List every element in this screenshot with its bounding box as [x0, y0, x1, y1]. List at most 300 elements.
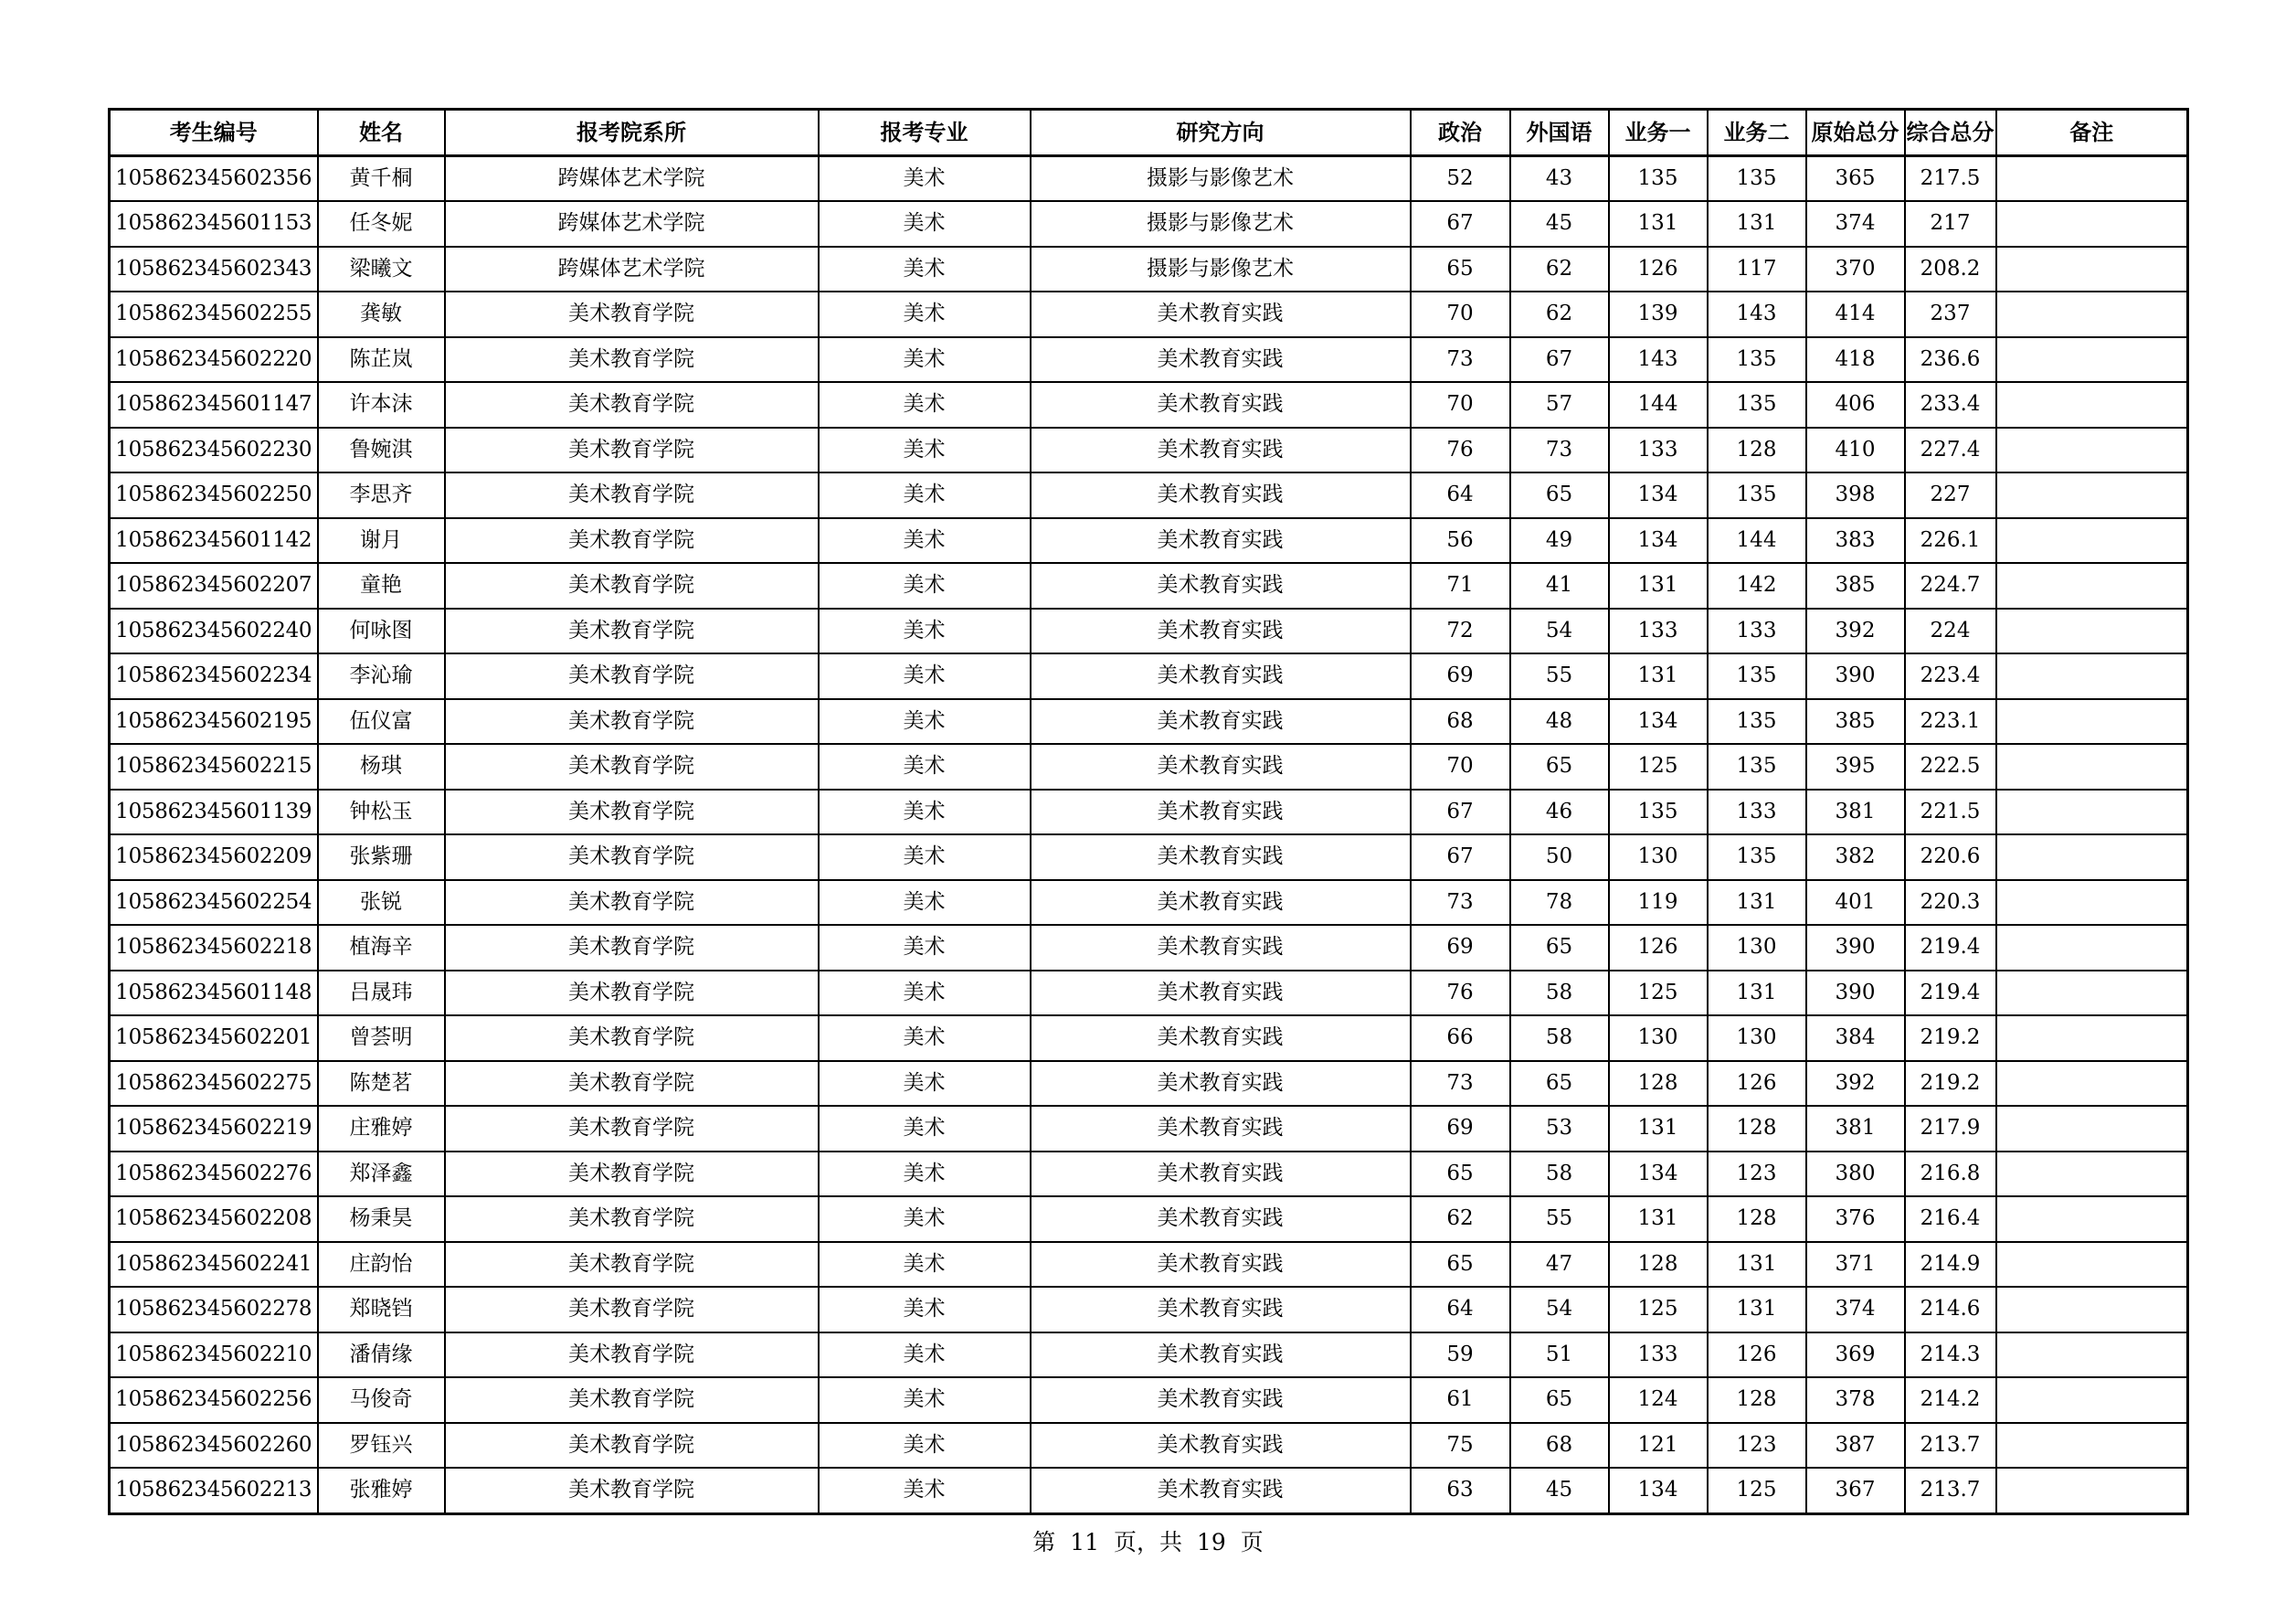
politics-score-cell: 67: [1411, 790, 1510, 835]
header-composite-total: 综合总分: [1905, 110, 1996, 156]
politics-score-cell: 66: [1411, 1015, 1510, 1061]
table-row: [110, 1106, 2188, 1152]
candidate-id-cell: 105862345601142: [110, 518, 318, 564]
subject-two-score-cell: 143: [1708, 292, 1806, 337]
subject-one-score-cell: 119: [1609, 880, 1708, 926]
research-direction-cell: 美术教育实践: [1031, 518, 1411, 564]
subject-two-score-cell: 125: [1708, 1468, 1806, 1513]
foreign-language-score-cell: 65: [1510, 1061, 1609, 1107]
politics-score-cell: 76: [1411, 971, 1510, 1016]
table-row: [110, 834, 2188, 880]
candidate-id-cell: 105862345602256: [110, 1377, 318, 1423]
composite-total-cell: 208.2: [1905, 247, 1996, 292]
research-direction-cell: 美术教育实践: [1031, 699, 1411, 745]
research-direction-cell: 美术教育实践: [1031, 1061, 1411, 1107]
header-name: 姓名: [318, 110, 445, 156]
remarks-cell: [1996, 1287, 2188, 1332]
politics-score-cell: 62: [1411, 1196, 1510, 1242]
header-foreign-language: 外国语: [1510, 110, 1609, 156]
raw-total-cell: 387: [1806, 1423, 1905, 1469]
politics-score-cell: 61: [1411, 1377, 1510, 1423]
foreign-language-score-cell: 58: [1510, 1015, 1609, 1061]
subject-two-score-cell: 135: [1708, 337, 1806, 383]
foreign-language-score-cell: 57: [1510, 382, 1609, 428]
composite-total-cell: 213.7: [1905, 1468, 1996, 1513]
raw-total-cell: 384: [1806, 1015, 1905, 1061]
raw-total-cell: 406: [1806, 382, 1905, 428]
subject-one-score-cell: 128: [1609, 1242, 1708, 1288]
composite-total-cell: 223.4: [1905, 653, 1996, 699]
politics-score-cell: 70: [1411, 382, 1510, 428]
name-cell: 黄千桐: [318, 155, 445, 201]
raw-total-cell: 383: [1806, 518, 1905, 564]
politics-score-cell: 65: [1411, 1152, 1510, 1197]
foreign-language-score-cell: 50: [1510, 834, 1609, 880]
subject-two-score-cell: 131: [1708, 201, 1806, 247]
candidate-id-cell: 105862345602275: [110, 1061, 318, 1107]
composite-total-cell: 222.5: [1905, 744, 1996, 790]
candidate-id-cell: 105862345602215: [110, 744, 318, 790]
raw-total-cell: 390: [1806, 925, 1905, 971]
foreign-language-score-cell: 54: [1510, 1287, 1609, 1332]
raw-total-cell: 401: [1806, 880, 1905, 926]
composite-total-cell: 214.9: [1905, 1242, 1996, 1288]
department-cell: 美术教育学院: [445, 1106, 819, 1152]
composite-total-cell: 227.4: [1905, 428, 1996, 473]
subject-two-score-cell: 133: [1708, 790, 1806, 835]
subject-one-score-cell: 125: [1609, 971, 1708, 1016]
major-cell: 美术: [819, 834, 1031, 880]
foreign-language-score-cell: 47: [1510, 1242, 1609, 1288]
raw-total-cell: 385: [1806, 563, 1905, 609]
foreign-language-score-cell: 67: [1510, 337, 1609, 383]
candidate-id-cell: 105862345602208: [110, 1196, 318, 1242]
subject-one-score-cell: 131: [1609, 1196, 1708, 1242]
major-cell: 美术: [819, 563, 1031, 609]
table-row: [110, 880, 2188, 926]
candidate-id-cell: 105862345602250: [110, 472, 318, 518]
table-row: [110, 428, 2188, 473]
subject-two-score-cell: 128: [1708, 1196, 1806, 1242]
candidate-id-cell: 105862345602254: [110, 880, 318, 926]
subject-one-score-cell: 130: [1609, 1015, 1708, 1061]
candidate-id-cell: 105862345602278: [110, 1287, 318, 1332]
foreign-language-score-cell: 41: [1510, 563, 1609, 609]
name-cell: 鲁婉淇: [318, 428, 445, 473]
name-cell: 伍仪富: [318, 699, 445, 745]
department-cell: 美术教育学院: [445, 880, 819, 926]
foreign-language-score-cell: 46: [1510, 790, 1609, 835]
subject-two-score-cell: 135: [1708, 653, 1806, 699]
department-cell: 美术教育学院: [445, 472, 819, 518]
politics-score-cell: 70: [1411, 292, 1510, 337]
foreign-language-score-cell: 65: [1510, 925, 1609, 971]
research-direction-cell: 美术教育实践: [1031, 744, 1411, 790]
remarks-cell: [1996, 201, 2188, 247]
name-cell: 庄韵怡: [318, 1242, 445, 1288]
candidate-id-cell: 105862345602255: [110, 292, 318, 337]
department-cell: 跨媒体艺术学院: [445, 155, 819, 201]
politics-score-cell: 75: [1411, 1423, 1510, 1469]
name-cell: 钟松玉: [318, 790, 445, 835]
subject-two-score-cell: 128: [1708, 1106, 1806, 1152]
subject-one-score-cell: 131: [1609, 1106, 1708, 1152]
candidate-id-cell: 105862345602195: [110, 699, 318, 745]
remarks-cell: [1996, 1332, 2188, 1378]
major-cell: 美术: [819, 925, 1031, 971]
remarks-cell: [1996, 971, 2188, 1016]
candidate-id-cell: 105862345602234: [110, 653, 318, 699]
foreign-language-score-cell: 58: [1510, 971, 1609, 1016]
name-cell: 许本沫: [318, 382, 445, 428]
name-cell: 马俊奇: [318, 1377, 445, 1423]
department-cell: 美术教育学院: [445, 653, 819, 699]
table-row: [110, 155, 2188, 201]
foreign-language-score-cell: 43: [1510, 155, 1609, 201]
header-subject-one: 业务一: [1609, 110, 1708, 156]
raw-total-cell: 410: [1806, 428, 1905, 473]
department-cell: 美术教育学院: [445, 925, 819, 971]
foreign-language-score-cell: 62: [1510, 247, 1609, 292]
candidate-id-cell: 105862345602213: [110, 1468, 318, 1513]
raw-total-cell: 382: [1806, 834, 1905, 880]
politics-score-cell: 69: [1411, 1106, 1510, 1152]
composite-total-cell: 216.4: [1905, 1196, 1996, 1242]
department-cell: 美术教育学院: [445, 971, 819, 1016]
raw-total-cell: 398: [1806, 472, 1905, 518]
raw-total-cell: 374: [1806, 201, 1905, 247]
candidate-id-cell: 105862345602209: [110, 834, 318, 880]
candidate-id-cell: 105862345602210: [110, 1332, 318, 1378]
foreign-language-score-cell: 54: [1510, 609, 1609, 654]
raw-total-cell: 392: [1806, 1061, 1905, 1107]
candidate-id-cell: 105862345602218: [110, 925, 318, 971]
name-cell: 罗钰兴: [318, 1423, 445, 1469]
research-direction-cell: 美术教育实践: [1031, 337, 1411, 383]
remarks-cell: [1996, 790, 2188, 835]
remarks-cell: [1996, 880, 2188, 926]
remarks-cell: [1996, 247, 2188, 292]
subject-one-score-cell: 134: [1609, 1468, 1708, 1513]
subject-two-score-cell: 130: [1708, 1015, 1806, 1061]
subject-two-score-cell: 135: [1708, 472, 1806, 518]
candidate-id-cell: 105862345602241: [110, 1242, 318, 1288]
candidate-id-cell: 105862345601147: [110, 382, 318, 428]
composite-total-cell: 227: [1905, 472, 1996, 518]
name-cell: 谢月: [318, 518, 445, 564]
table-row: [110, 563, 2188, 609]
composite-total-cell: 214.6: [1905, 1287, 1996, 1332]
raw-total-cell: 378: [1806, 1377, 1905, 1423]
remarks-cell: [1996, 292, 2188, 337]
table-row: [110, 247, 2188, 292]
department-cell: 美术教育学院: [445, 790, 819, 835]
name-cell: 何咏图: [318, 609, 445, 654]
department-cell: 美术教育学院: [445, 382, 819, 428]
subject-two-score-cell: 135: [1708, 834, 1806, 880]
name-cell: 植海辛: [318, 925, 445, 971]
politics-score-cell: 68: [1411, 699, 1510, 745]
raw-total-cell: 380: [1806, 1152, 1905, 1197]
remarks-cell: [1996, 925, 2188, 971]
subject-one-score-cell: 144: [1609, 382, 1708, 428]
raw-total-cell: 385: [1806, 699, 1905, 745]
major-cell: 美术: [819, 699, 1031, 745]
header-department: 报考院系所: [445, 110, 819, 156]
department-cell: 美术教育学院: [445, 1332, 819, 1378]
subject-two-score-cell: 123: [1708, 1423, 1806, 1469]
politics-score-cell: 67: [1411, 834, 1510, 880]
politics-score-cell: 52: [1411, 155, 1510, 201]
department-cell: 美术教育学院: [445, 1377, 819, 1423]
raw-total-cell: 365: [1806, 155, 1905, 201]
table-row: [110, 1468, 2188, 1513]
politics-score-cell: 71: [1411, 563, 1510, 609]
politics-score-cell: 69: [1411, 925, 1510, 971]
subject-one-score-cell: 135: [1609, 155, 1708, 201]
foreign-language-score-cell: 55: [1510, 1196, 1609, 1242]
research-direction-cell: 美术教育实践: [1031, 563, 1411, 609]
politics-score-cell: 69: [1411, 653, 1510, 699]
page-number-footer: 第 11 页，共 19 页: [1032, 1529, 1264, 1555]
subject-one-score-cell: 126: [1609, 247, 1708, 292]
candidate-id-cell: 105862345602207: [110, 563, 318, 609]
name-cell: 陈楚茗: [318, 1061, 445, 1107]
candidate-id-cell: 105862345602240: [110, 609, 318, 654]
raw-total-cell: 390: [1806, 971, 1905, 1016]
composite-total-cell: 216.8: [1905, 1152, 1996, 1197]
candidate-id-cell: 105862345602220: [110, 337, 318, 383]
research-direction-cell: 美术教育实践: [1031, 1287, 1411, 1332]
table-row: [110, 1377, 2188, 1423]
research-direction-cell: 美术教育实践: [1031, 1242, 1411, 1288]
subject-two-score-cell: 135: [1708, 155, 1806, 201]
major-cell: 美术: [819, 247, 1031, 292]
name-cell: 任冬妮: [318, 201, 445, 247]
department-cell: 美术教育学院: [445, 609, 819, 654]
department-cell: 美术教育学院: [445, 1152, 819, 1197]
header-subject-two: 业务二: [1708, 110, 1806, 156]
subject-two-score-cell: 131: [1708, 971, 1806, 1016]
subject-two-score-cell: 130: [1708, 925, 1806, 971]
department-cell: 美术教育学院: [445, 1287, 819, 1332]
table-row: [110, 653, 2188, 699]
politics-score-cell: 63: [1411, 1468, 1510, 1513]
admission-results-table: [108, 108, 2189, 1515]
candidate-id-cell: 105862345602343: [110, 247, 318, 292]
research-direction-cell: 美术教育实践: [1031, 1015, 1411, 1061]
foreign-language-score-cell: 73: [1510, 428, 1609, 473]
subject-one-score-cell: 133: [1609, 1332, 1708, 1378]
politics-score-cell: 73: [1411, 880, 1510, 926]
major-cell: 美术: [819, 382, 1031, 428]
name-cell: 潘倩缘: [318, 1332, 445, 1378]
remarks-cell: [1996, 699, 2188, 745]
raw-total-cell: 369: [1806, 1332, 1905, 1378]
header-major: 报考专业: [819, 110, 1031, 156]
composite-total-cell: 214.2: [1905, 1377, 1996, 1423]
foreign-language-score-cell: 65: [1510, 1377, 1609, 1423]
politics-score-cell: 76: [1411, 428, 1510, 473]
subject-one-score-cell: 124: [1609, 1377, 1708, 1423]
remarks-cell: [1996, 1242, 2188, 1288]
header-remarks: 备注: [1996, 110, 2188, 156]
composite-total-cell: 220.3: [1905, 880, 1996, 926]
research-direction-cell: 美术教育实践: [1031, 292, 1411, 337]
department-cell: 美术教育学院: [445, 1061, 819, 1107]
major-cell: 美术: [819, 337, 1031, 383]
research-direction-cell: 美术教育实践: [1031, 653, 1411, 699]
major-cell: 美术: [819, 790, 1031, 835]
major-cell: 美术: [819, 155, 1031, 201]
research-direction-cell: 美术教育实践: [1031, 1377, 1411, 1423]
table-row: [110, 744, 2188, 790]
research-direction-cell: 美术教育实践: [1031, 834, 1411, 880]
table-row: [110, 1152, 2188, 1197]
major-cell: 美术: [819, 609, 1031, 654]
table-row: [110, 699, 2188, 745]
name-cell: 郑泽鑫: [318, 1152, 445, 1197]
composite-total-cell: 219.4: [1905, 925, 1996, 971]
subject-two-score-cell: 131: [1708, 1242, 1806, 1288]
name-cell: 庄雅婷: [318, 1106, 445, 1152]
composite-total-cell: 224: [1905, 609, 1996, 654]
politics-score-cell: 64: [1411, 1287, 1510, 1332]
subject-two-score-cell: 126: [1708, 1061, 1806, 1107]
raw-total-cell: 370: [1806, 247, 1905, 292]
research-direction-cell: 摄影与影像艺术: [1031, 201, 1411, 247]
major-cell: 美术: [819, 472, 1031, 518]
composite-total-cell: 219.2: [1905, 1015, 1996, 1061]
subject-one-score-cell: 134: [1609, 472, 1708, 518]
raw-total-cell: 414: [1806, 292, 1905, 337]
subject-one-score-cell: 130: [1609, 834, 1708, 880]
subject-two-score-cell: 135: [1708, 699, 1806, 745]
subject-one-score-cell: 135: [1609, 790, 1708, 835]
research-direction-cell: 美术教育实践: [1031, 1196, 1411, 1242]
composite-total-cell: 213.7: [1905, 1423, 1996, 1469]
remarks-cell: [1996, 1061, 2188, 1107]
politics-score-cell: 72: [1411, 609, 1510, 654]
remarks-cell: [1996, 1152, 2188, 1197]
research-direction-cell: 美术教育实践: [1031, 1423, 1411, 1469]
major-cell: 美术: [819, 292, 1031, 337]
politics-score-cell: 73: [1411, 337, 1510, 383]
foreign-language-score-cell: 62: [1510, 292, 1609, 337]
table-row: [110, 1242, 2188, 1288]
composite-total-cell: 219.2: [1905, 1061, 1996, 1107]
department-cell: 美术教育学院: [445, 1468, 819, 1513]
major-cell: 美术: [819, 1287, 1031, 1332]
subject-one-score-cell: 133: [1609, 428, 1708, 473]
subject-two-score-cell: 126: [1708, 1332, 1806, 1378]
name-cell: 杨琪: [318, 744, 445, 790]
research-direction-cell: 美术教育实践: [1031, 472, 1411, 518]
subject-one-score-cell: 125: [1609, 744, 1708, 790]
table-row: [110, 1061, 2188, 1107]
remarks-cell: [1996, 518, 2188, 564]
table-row: [110, 1287, 2188, 1332]
table-row: [110, 518, 2188, 564]
department-cell: 美术教育学院: [445, 744, 819, 790]
major-cell: 美术: [819, 518, 1031, 564]
politics-score-cell: 56: [1411, 518, 1510, 564]
major-cell: 美术: [819, 880, 1031, 926]
name-cell: 梁曦文: [318, 247, 445, 292]
header-row: [110, 110, 2188, 156]
raw-total-cell: 395: [1806, 744, 1905, 790]
subject-one-score-cell: 134: [1609, 1152, 1708, 1197]
remarks-cell: [1996, 1196, 2188, 1242]
foreign-language-score-cell: 65: [1510, 472, 1609, 518]
raw-total-cell: 381: [1806, 1106, 1905, 1152]
major-cell: 美术: [819, 971, 1031, 1016]
subject-one-score-cell: 131: [1609, 201, 1708, 247]
header-raw-total: 原始总分: [1806, 110, 1905, 156]
major-cell: 美术: [819, 201, 1031, 247]
name-cell: 陈芷岚: [318, 337, 445, 383]
candidate-id-cell: 105862345602201: [110, 1015, 318, 1061]
foreign-language-score-cell: 58: [1510, 1152, 1609, 1197]
header-politics: 政治: [1411, 110, 1510, 156]
subject-one-score-cell: 125: [1609, 1287, 1708, 1332]
major-cell: 美术: [819, 1332, 1031, 1378]
department-cell: 美术教育学院: [445, 834, 819, 880]
raw-total-cell: 418: [1806, 337, 1905, 383]
subject-one-score-cell: 134: [1609, 699, 1708, 745]
remarks-cell: [1996, 1423, 2188, 1469]
header-research-direction: 研究方向: [1031, 110, 1411, 156]
remarks-cell: [1996, 1377, 2188, 1423]
research-direction-cell: 美术教育实践: [1031, 790, 1411, 835]
remarks-cell: [1996, 744, 2188, 790]
remarks-cell: [1996, 428, 2188, 473]
candidate-id-cell: 105862345602219: [110, 1106, 318, 1152]
subject-two-score-cell: 135: [1708, 382, 1806, 428]
subject-two-score-cell: 142: [1708, 563, 1806, 609]
table-row: [110, 382, 2188, 428]
name-cell: 郑晓铛: [318, 1287, 445, 1332]
name-cell: 曾荟明: [318, 1015, 445, 1061]
table-body: [110, 155, 2188, 1513]
composite-total-cell: 220.6: [1905, 834, 1996, 880]
major-cell: 美术: [819, 1106, 1031, 1152]
name-cell: 吕晟玮: [318, 971, 445, 1016]
remarks-cell: [1996, 563, 2188, 609]
research-direction-cell: 美术教育实践: [1031, 1106, 1411, 1152]
department-cell: 美术教育学院: [445, 1242, 819, 1288]
remarks-cell: [1996, 155, 2188, 201]
subject-two-score-cell: 135: [1708, 744, 1806, 790]
foreign-language-score-cell: 49: [1510, 518, 1609, 564]
remarks-cell: [1996, 472, 2188, 518]
remarks-cell: [1996, 834, 2188, 880]
table-row: [110, 337, 2188, 383]
name-cell: 张紫珊: [318, 834, 445, 880]
department-cell: 跨媒体艺术学院: [445, 247, 819, 292]
department-cell: 美术教育学院: [445, 1015, 819, 1061]
candidate-id-cell: 105862345602356: [110, 155, 318, 201]
composite-total-cell: 214.3: [1905, 1332, 1996, 1378]
candidate-id-cell: 105862345601148: [110, 971, 318, 1016]
foreign-language-score-cell: 78: [1510, 880, 1609, 926]
remarks-cell: [1996, 382, 2188, 428]
composite-total-cell: 223.1: [1905, 699, 1996, 745]
research-direction-cell: 美术教育实践: [1031, 925, 1411, 971]
subject-two-score-cell: 117: [1708, 247, 1806, 292]
research-direction-cell: 美术教育实践: [1031, 880, 1411, 926]
table-row: [110, 609, 2188, 654]
